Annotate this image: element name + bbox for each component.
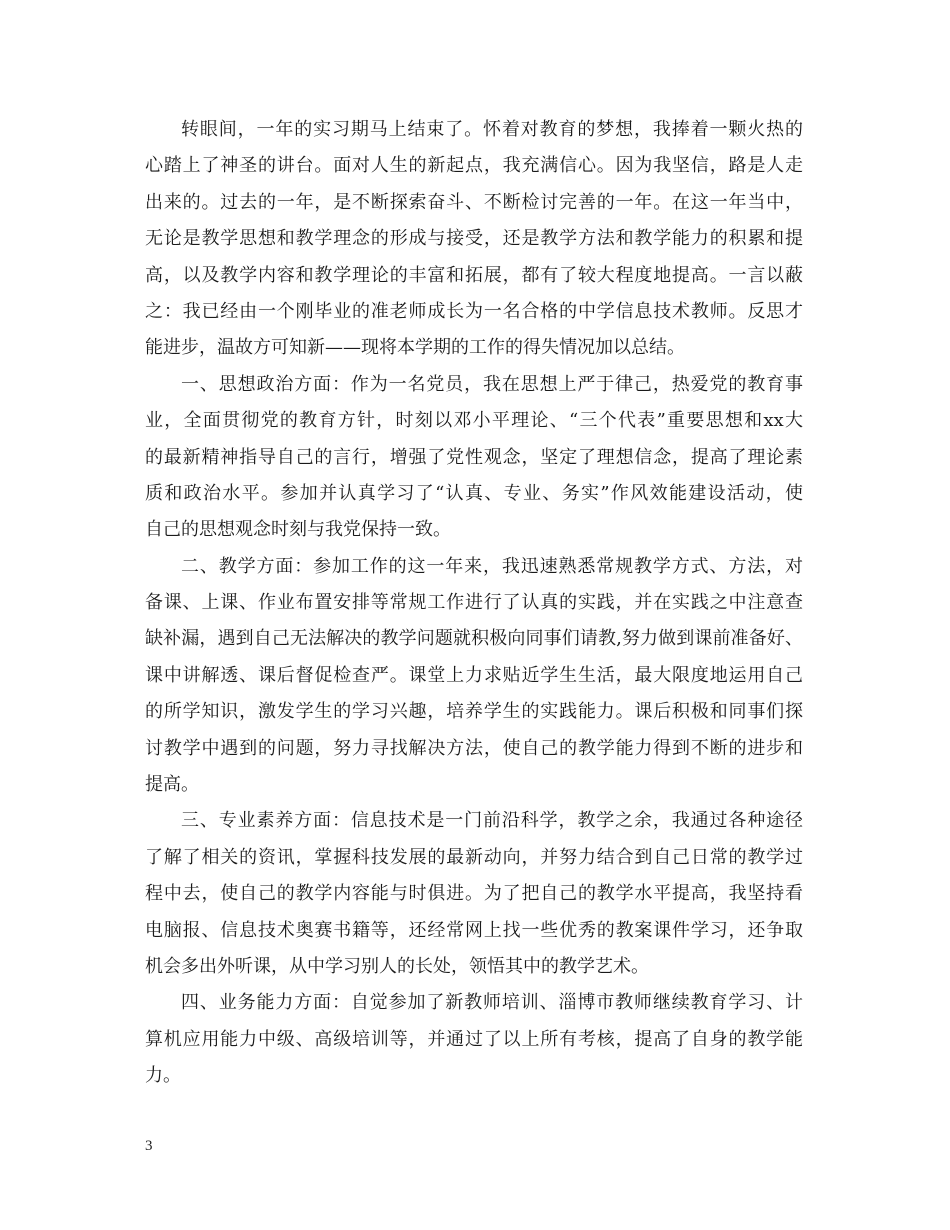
paragraph-line: 程中去，使自己的教学内容能与时俱进。为了把自己的教学水平提高，我坚持看 [145, 883, 803, 905]
paragraph-line: 二、教学方面：参加工作的这一年来，我迅速熟悉常规教学方式、方法，对 [181, 555, 803, 577]
paragraph-line: 的最新精神指导自己的言行，增强了党性观念，坚定了理想信念，提高了理论素 [145, 446, 803, 468]
paragraph-line: 无论是教学思想和教学理念的形成与接受，还是教学方法和教学能力的积累和提 [145, 228, 803, 250]
paragraph-professional [145, 803, 805, 985]
paragraph-line: 三、专业素养方面：信息技术是一门前沿科学，教学之余，我通过各种途径 [181, 810, 803, 832]
paragraph-line: 的所学知识，激发学生的学习兴趣，培养学生的实践能力。课后积极和同事们探 [145, 701, 803, 723]
paragraph-intro [145, 112, 805, 367]
paragraph-line: 业，全面贯彻党的教育方针，时刻以邓小平理论、“三个代表”重要思想和xx大 [145, 410, 803, 432]
paragraph-line: 了解了相关的资讯，掌握科技发展的最新动向，并努力结合到自己日常的教学过 [145, 846, 803, 868]
paragraph-line: 质和政治水平。参加并认真学习了“认真、专业、务实”作风效能建设活动，使 [145, 482, 803, 504]
paragraph-teaching [145, 549, 805, 804]
paragraph-line: 出来的。过去的一年，是不断探索奋斗、不断检讨完善的一年。在这一年当中， [145, 191, 803, 213]
paragraph-line: 自己的思想观念时刻与我党保持一致。 [145, 519, 451, 541]
paragraph-line: 算机应用能力中级、高级培训等，并通过了以上所有考核，提高了自身的教学能 [145, 1028, 803, 1050]
paragraph-line: 转眼间，一年的实习期马上结束了。怀着对教育的梦想，我捧着一颗火热的 [181, 119, 803, 140]
paragraph-skills [145, 985, 805, 1094]
paragraph-line: 高，以及教学内容和教学理论的丰富和拓展，都有了较大程度地提高。一言以蔽 [145, 264, 803, 286]
paragraph-line: 一、思想政治方面：作为一名党员，我在思想上严于律己，热爱党的教育事 [181, 373, 803, 395]
page-number: 3 [145, 1138, 153, 1154]
paragraph-line: 四、业务能力方面：自觉参加了新教师培训、淄博市教师继续教育学习、计 [181, 992, 803, 1014]
paragraph-line: 能进步，温故方可知新——现将本学期的工作的得失情况加以总结。 [145, 337, 685, 359]
document-body [145, 112, 805, 1095]
paragraph-line: 提高。 [145, 774, 199, 796]
paragraph-line: 力。 [145, 1065, 181, 1087]
paragraph-line: 机会多出外听课，从中学习别人的长处，领悟其中的教学艺术。 [145, 955, 649, 977]
paragraph-line: 电脑报、信息技术奥赛书籍等，还经常网上找一些优秀的教案课件学习，还争取 [145, 919, 803, 941]
paragraph-line: 课中讲解透、课后督促检查严。课堂上力求贴近学生生活，最大限度地运用自己 [145, 664, 803, 686]
paragraph-political [145, 367, 805, 549]
paragraph-line: 备课、上课、作业布置安排等常规工作进行了认真的实践，并在实践之中注意查 [145, 592, 803, 614]
paragraph-line: 之：我已经由一个刚毕业的准老师成长为一名合格的中学信息技术教师。反思才 [145, 300, 803, 322]
paragraph-line: 讨教学中遇到的问题，努力寻找解决方法，使自己的教学能力得到不断的进步和 [145, 737, 803, 759]
paragraph-line: 心踏上了神圣的讲台。面对人生的新起点，我充满信心。因为我坚信，路是人走 [145, 155, 803, 177]
paragraph-line: 缺补漏，遇到自己无法解决的教学问题就积极向同事们请教,努力做到课前准备好、 [145, 628, 803, 650]
